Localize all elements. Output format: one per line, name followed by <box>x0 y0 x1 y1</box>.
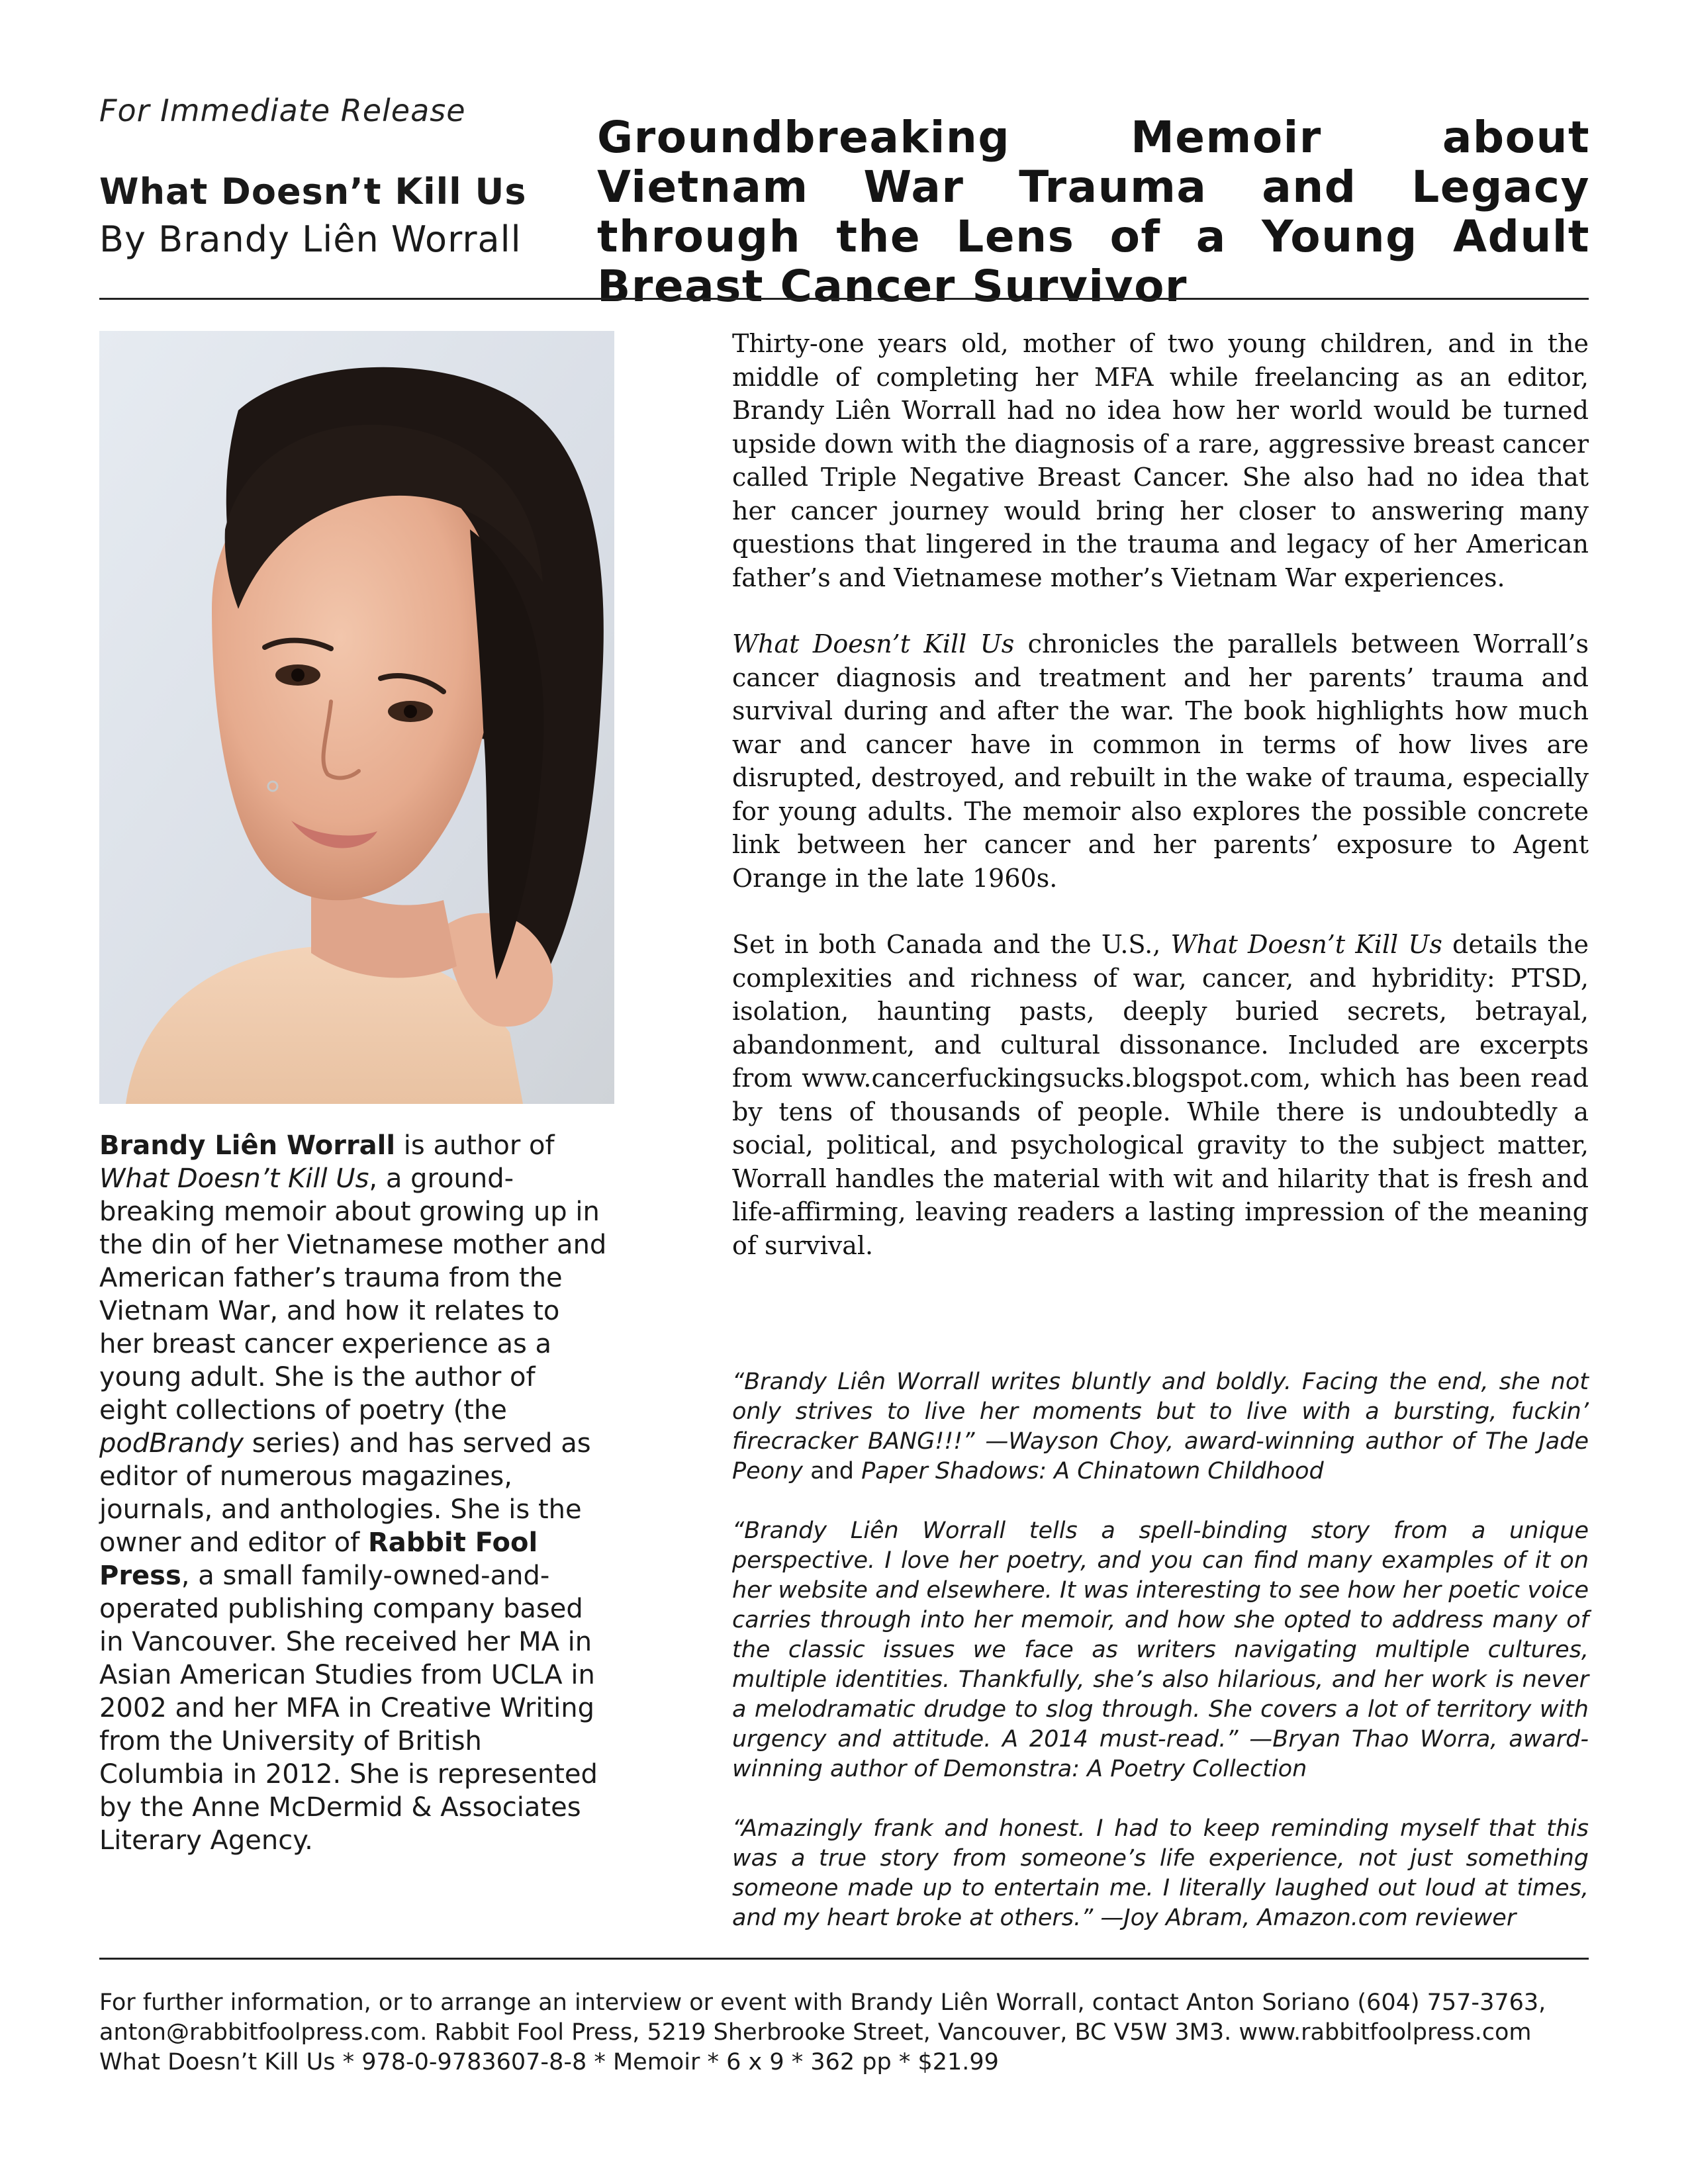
author-bio <box>99 1129 609 1857</box>
header-divider <box>99 298 1589 300</box>
body-paragraph-1: Thirty-one years old, mother of two young children, and in the middle of completing her MFA while freelancing as an editor, Brandy Liên Worrall had no idea how her world would be turned upside down with the diagnosis of a rare, aggressive breast cancer called Triple Negative Breast Cancer. She also had no idea that her cancer journey would bring her closer to answering many questions that lingered in the trauma and legacy of her American father’s and Vietnamese mother’s Vietnam War experiences. <box>732 329 1589 592</box>
bio-text: series) and has served as editor of numerous magazines, journals, and anthologies. She is the owner and editor of <box>99 1428 591 1558</box>
quote-text: “Brandy Liên Worrall writes bluntly and boldly. Facing the end, she not only strives to live her moments but to live with a bursting, fuckin’ firecracker BANG!!!” —Wayson Choy, award-winning author of The Jade Peony <box>732 1369 1589 1484</box>
release-label: For Immediate Release <box>99 93 466 128</box>
bio-series-title: podBrandy <box>99 1428 244 1459</box>
body-text: Set in both Canada and the U.S., <box>732 930 1171 959</box>
body-text: chronicles the parallels between Worrall’s cancer diagnosis and treatment and her parents’ trauma and survival during and after the war. The book highlights how much war and cancer have in common in terms of how lives are disrupted, destroyed, and rebuilt in the wake of trauma, especially for young adults. The memoir also explores the possible concrete link between her cancer and her parents’ exposure to Agent Orange in the late 1960s. <box>732 629 1589 893</box>
author-photo <box>99 331 614 1104</box>
bio-text: is author of <box>395 1130 555 1161</box>
body-book-title: What Doesn’t Kill Us <box>1170 930 1442 959</box>
quote-text: Paper Shadows: A Chinatown Childhood <box>861 1458 1324 1484</box>
contact-footer <box>99 1988 1589 2077</box>
quote-connector: and <box>802 1458 862 1484</box>
bio-book-title: What Doesn’t Kill Us <box>99 1163 369 1194</box>
byline: By Brandy Liên Worrall <box>99 218 522 260</box>
footer-divider <box>99 1958 1589 1960</box>
bio-text: , a ground-breaking memoir about growing up in the din of her Vietnamese mother and American father’s trauma from the Vietnam War, and how it relates to her breast cancer experience as a young adult. She is the author of eight collections of poetry (the <box>99 1163 607 1426</box>
body-paragraph-2 <box>732 627 1589 895</box>
footer-book-details: What Doesn’t Kill Us * 978-0-9783607-8-8 * Memoir * 6 x 9 * 362 pp * $21.99 <box>99 2049 999 2075</box>
review-quote <box>732 1367 1589 1486</box>
bio-text: , a small family-owned-and-operated publishing company based in Vancouver. She received her MA in Asian American Studies from UCLA in 2002 and her MFA in Creative Writing from the University of British Columbia in 2012. She is represented by the Anne McDermid & Associates Literary Agency. <box>99 1561 598 1856</box>
headline: Groundbreaking Memoir about Vietnam War Trauma and Legacy through the Lens of a Young Adult Breast Cancer Survivor <box>597 112 1590 312</box>
book-title: What Doesn’t Kill Us <box>99 171 527 212</box>
body-paragraph-3 <box>732 928 1589 1262</box>
review-quotes <box>732 1367 1589 1963</box>
footer-contact-line: For further information, or to arrange an interview or event with Brandy Liên Worrall, contact Anton Soriano (604) 757-3763, <box>99 1989 1546 2016</box>
review-quote: “Brandy Liên Worrall tells a spell-binding story from a unique perspective. I love her poetry, and you can find many examples of it on her website and elsewhere. It was interesting to see how her poetic voice carries through into her memoir, and how she opted to address many of the classic issues we face as writers navigating multiple cultures, multiple identities. Thankfully, she’s also hilarious, and her work is never a melodramatic drudge to slog through. She covers a lot of territory with urgency and attitude. A 2014 must-read.” —Bryan Thao Worra, award-winning author of Demonstra: A Poetry Collection <box>732 1518 1589 1782</box>
bio-press-name: Rabbit Fool Press <box>99 1527 538 1591</box>
footer-address-line: anton@rabbitfoolpress.com. Rabbit Fool Press, 5219 Sherbrooke Street, Vancouver, BC V5W 3M3. www.rabbitfoolpress.com <box>99 2019 1532 2046</box>
body-book-title: What Doesn’t Kill Us <box>732 629 1015 659</box>
review-quote: “Amazingly frank and honest. I had to keep reminding myself that this was a true story from someone’s life experience, not just something someone made up to entertain me. I literally laughed out loud at times, and my heart broke at others.” —Joy Abram, Amazon.com reviewer <box>732 1815 1589 1931</box>
bio-author-name: Brandy Liên Worrall <box>99 1130 396 1161</box>
body-text: details the complexities and richness of war, cancer, and hybridity: PTSD, isolation, haunting pasts, deeply buried secrets, betrayal, abandonment, and cultural dissonance. Included are excerpts from www.cancerfuckingsucks.blogspot.com, which has been read by tens of thousands of people. While there is undoubtedly a social, political, and psychological gravity to the subject matter, Worrall handles the material with wit and hilarity that is fresh and life-affirming, leaving readers a lasting impression of the meaning of survival. <box>732 930 1589 1260</box>
press-release-body <box>732 327 1589 1295</box>
